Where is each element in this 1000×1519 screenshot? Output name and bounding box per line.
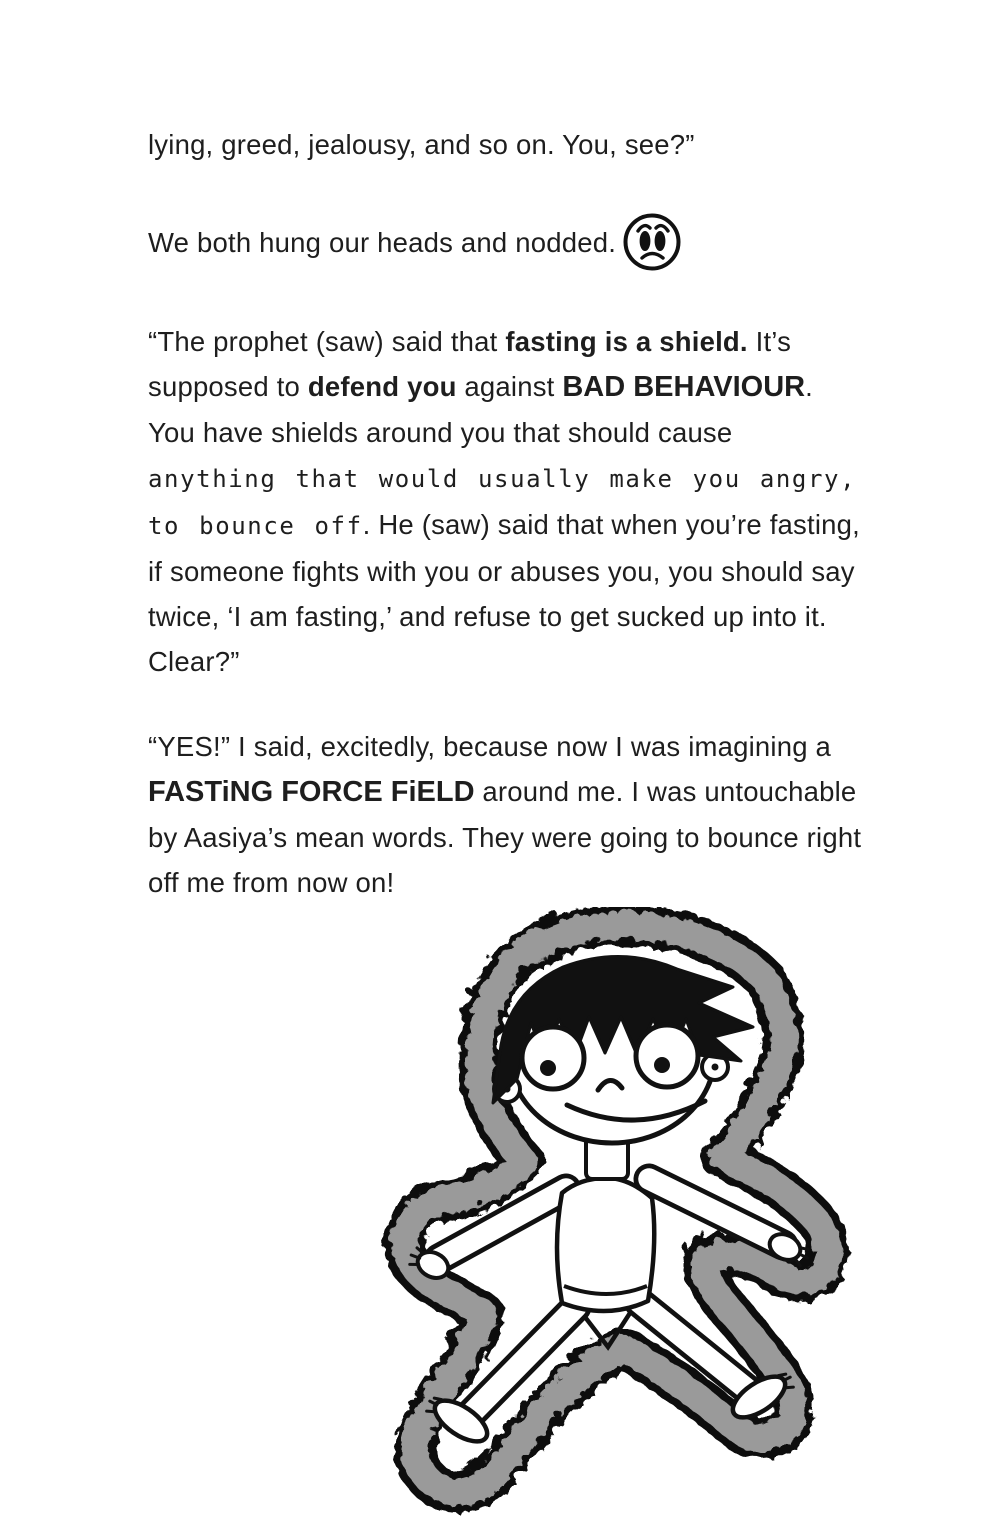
- boy-left-eye: [522, 1027, 584, 1089]
- paragraph-2: [148, 211, 862, 273]
- sad-face-icon: [619, 211, 685, 273]
- p3-bold-defend-you: defend you: [307, 371, 457, 402]
- p3-display-bad-behaviour: BAD BEHAVIOUR: [562, 371, 806, 403]
- p4-run: “YES!” I said, excitedly, because now I was imagining a: [148, 731, 832, 762]
- p3-run: “The prophet (saw) said that: [148, 326, 506, 357]
- p3-handwritten-run: anything that would usually make you angry, to bounce off: [148, 465, 857, 540]
- paragraph-4: [148, 724, 862, 905]
- p4-run: around me. I was untouchable by Aasiya’s mean words. They were going to bounce right off me from now on!: [148, 776, 862, 898]
- p3-bold-fasting-shield: fasting is a shield.: [505, 326, 748, 357]
- sad-face-right-eye: [655, 231, 666, 251]
- boy-torso: [557, 1178, 654, 1311]
- p3-run: It’s supposed to: [148, 326, 792, 402]
- paragraph-1-text: lying, greed, jealousy, and so on. You, see?”: [148, 129, 695, 160]
- p3-run: . He (saw) said that when you’re fasting, if someone fights with you or abuses you, you should say twice, ‘I am fasting,’ and refuse to get sucked up into it. Clear?”: [148, 509, 860, 677]
- boy-right-pupil: [654, 1057, 670, 1073]
- paragraph-2-text: We both hung our heads and nodded.: [148, 226, 617, 258]
- paragraph-1: [148, 122, 862, 167]
- p4-display-fasting-force-field: FASTiNG FORCE FiELD: [148, 776, 475, 808]
- p3-run: against: [456, 371, 563, 402]
- sad-face-left-eye: [640, 231, 651, 251]
- illustration-container: [148, 907, 862, 1519]
- boy-left-pupil: [540, 1060, 556, 1076]
- boy-with-force-field-illustration: [381, 907, 881, 1519]
- boy-right-eye: [636, 1025, 698, 1087]
- paragraph-3: [148, 319, 862, 684]
- sad-face-outline: [626, 216, 679, 269]
- p3-run: . You have shields around you that should cause: [148, 371, 813, 448]
